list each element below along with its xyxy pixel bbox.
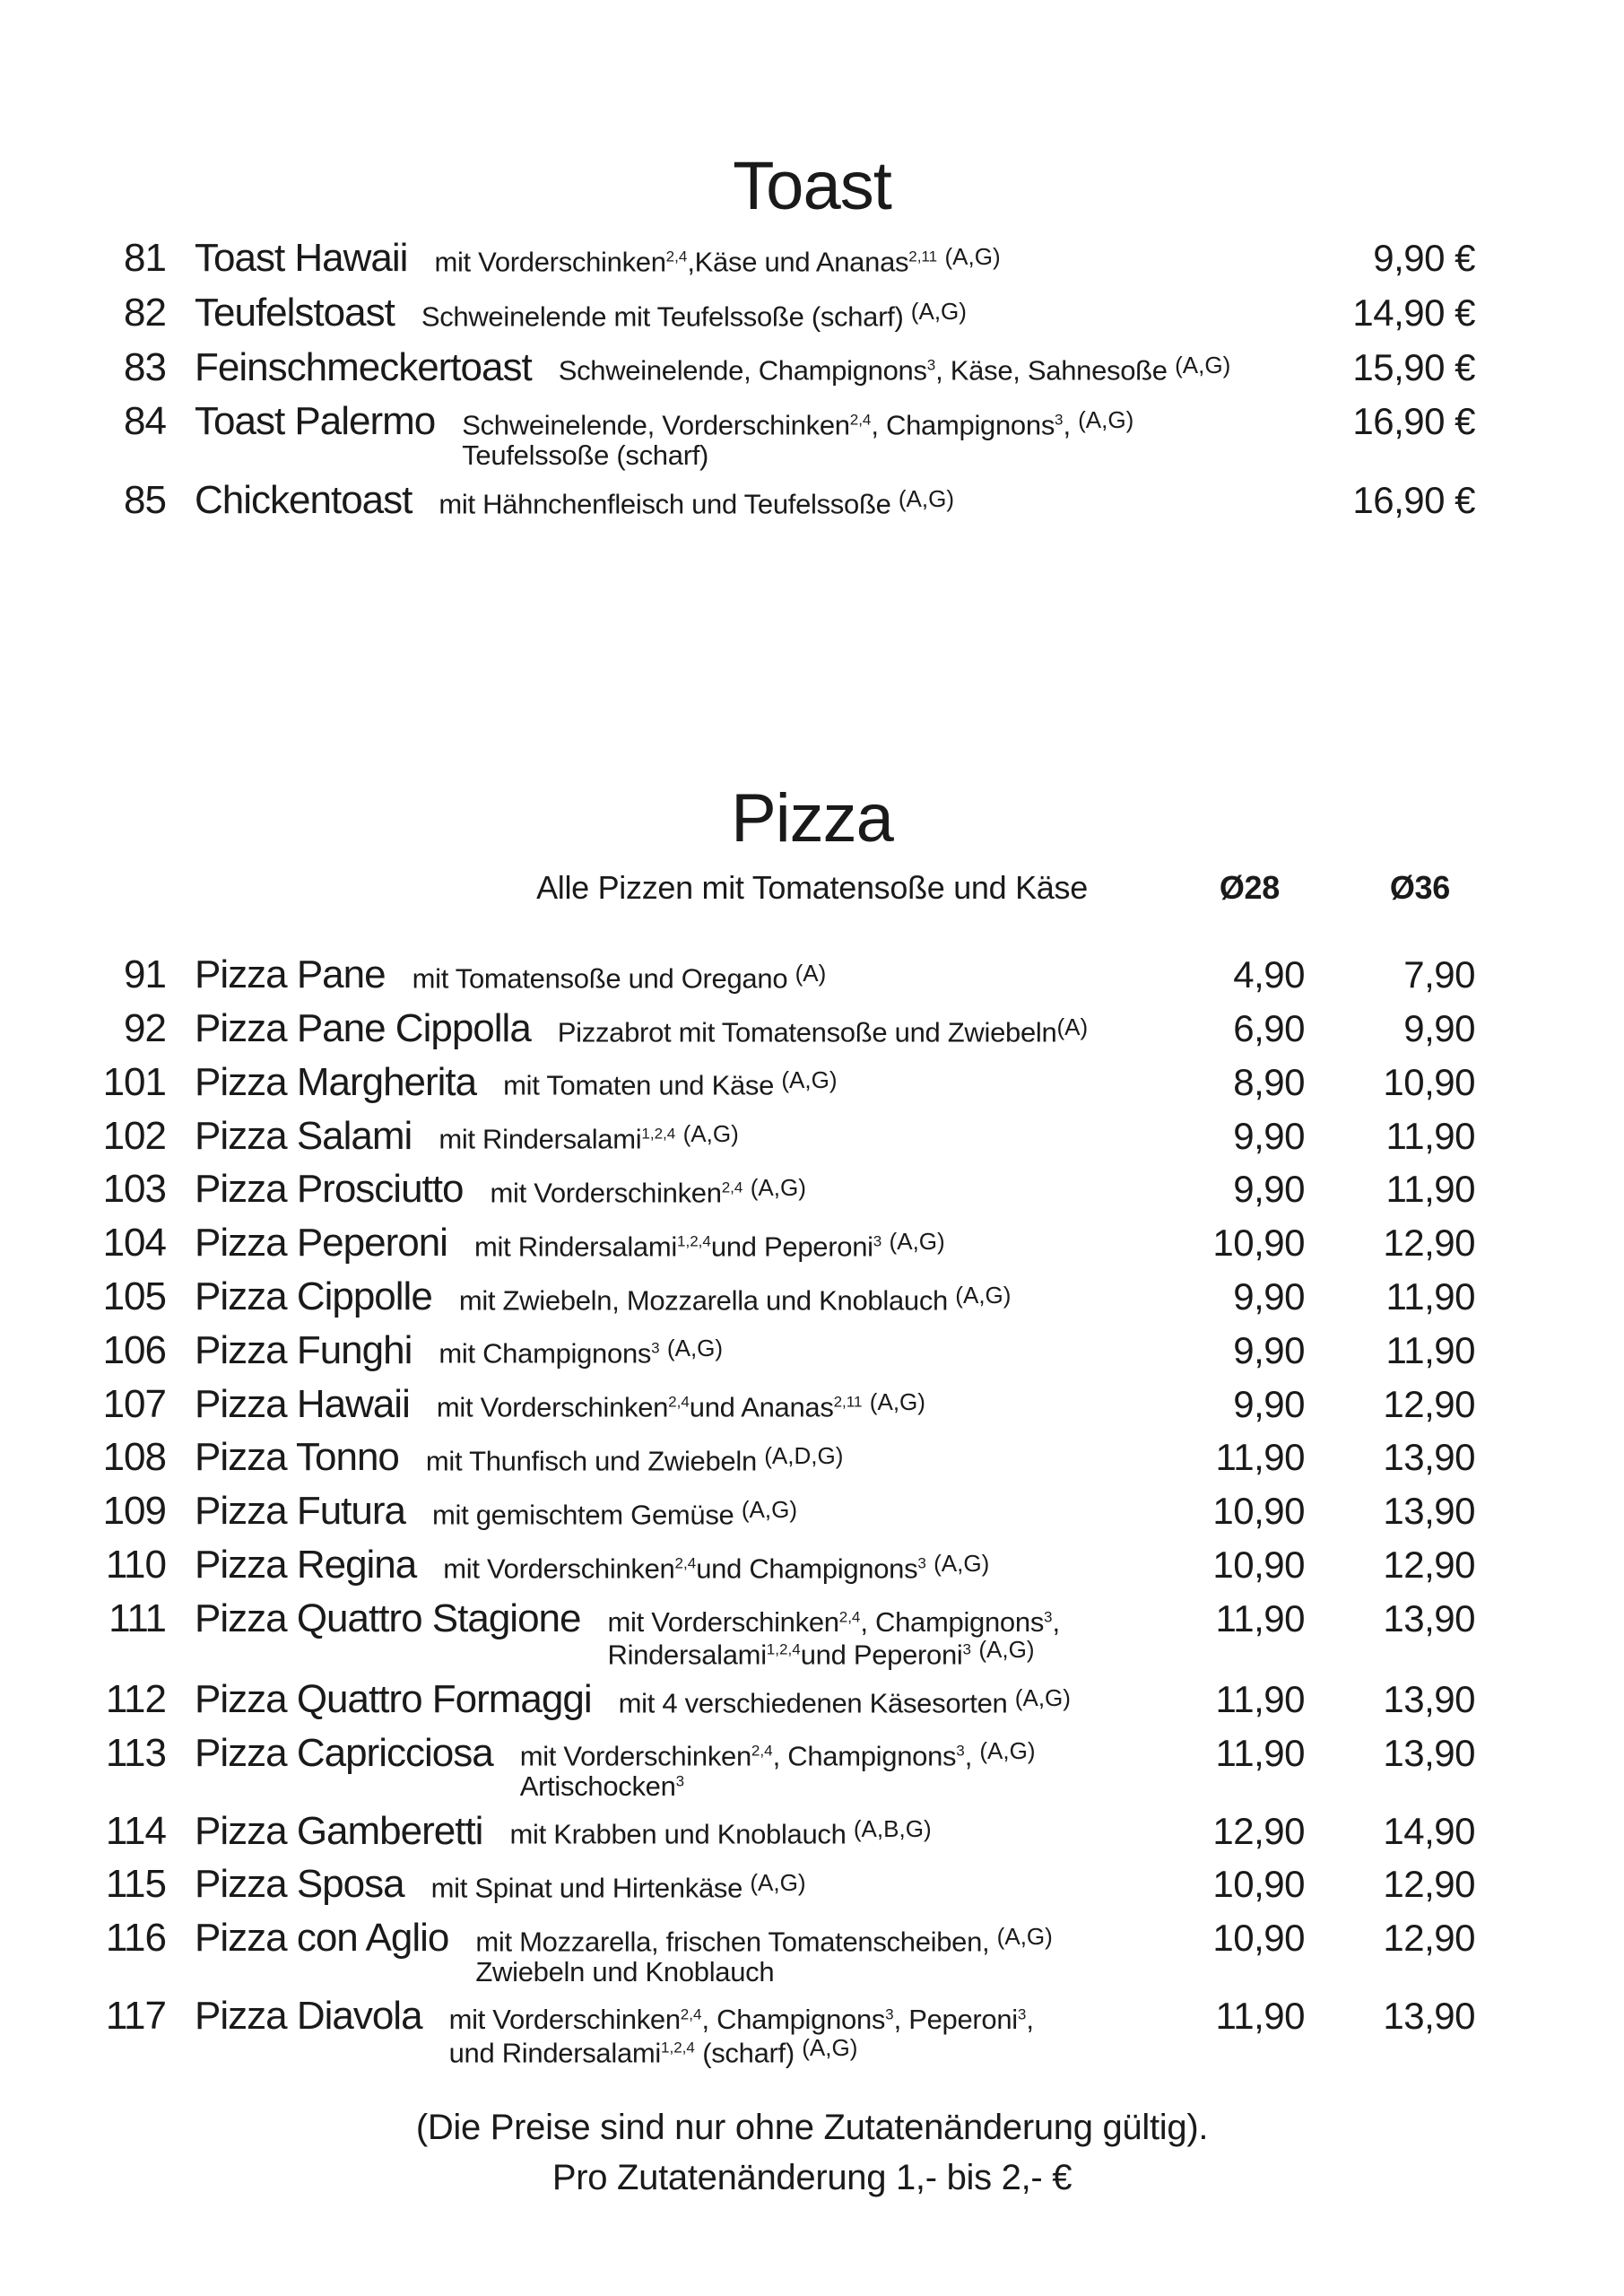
item-body — [195, 1808, 1139, 1856]
menu-item-row — [0, 1542, 1475, 1589]
superscript: 1,2,4 — [641, 1125, 676, 1143]
item-price-36: 13,90 — [1383, 1436, 1475, 1479]
allergen-code: (A,G) — [869, 1388, 925, 1416]
item-number: 109 — [102, 1489, 166, 1534]
item-descriptions — [559, 352, 1327, 386]
item-price-28: 9,90 — [1233, 1382, 1305, 1425]
item-number: 113 — [105, 1730, 166, 1775]
size-header-28: Ø28 — [1219, 869, 1280, 907]
allergen-code: (A,G) — [955, 1281, 1012, 1309]
item-body — [195, 1434, 1139, 1482]
item-descriptions — [503, 1067, 1139, 1100]
item-price: 9,90 € — [1373, 237, 1475, 279]
item-description-line2: Teufelssoße (scharf) — [462, 439, 709, 471]
item-descriptions — [462, 407, 1327, 470]
menu-item-row — [0, 235, 1475, 283]
item-description: Schweinelende mit Teufelssoße (scharf) $^{(A,G)}$ — [421, 297, 967, 332]
item-price: 15,90 € — [1352, 345, 1475, 388]
allergen-code: (A,G) — [682, 1120, 739, 1148]
item-price: 16,90 € — [1352, 400, 1475, 443]
allergen-code: (A,G) — [741, 1495, 798, 1523]
allergen-code: (A) — [795, 959, 827, 987]
item-name: Pizza Diavola — [195, 1994, 422, 2039]
superscript: 3 — [675, 1772, 685, 1790]
allergen-code: (A,G) — [944, 242, 1001, 270]
allergen-code: (A,G) — [1078, 406, 1134, 434]
superscript: 2,4 — [751, 1743, 773, 1761]
item-descriptions — [474, 1229, 1139, 1262]
item-number: 82 — [124, 290, 166, 335]
item-body — [195, 1596, 1139, 1670]
item-description: Schweinelende, Champignons$^3$, Käse, Sahnesoße $^{(A,G)}$ — [558, 352, 1231, 387]
item-name: Pizza Funghi — [195, 1327, 413, 1372]
item-descriptions — [509, 1816, 1139, 1849]
item-price-36: 12,90 — [1383, 1917, 1475, 1960]
item-number: 117 — [105, 1994, 166, 2039]
item-description-line2: Artischocken$^3$ — [519, 1770, 685, 1803]
item-price-36: 12,90 — [1383, 1222, 1475, 1265]
menu-item-row — [0, 477, 1475, 525]
menu-item-row — [0, 1220, 1475, 1267]
allergen-code: (A,G) — [889, 1227, 945, 1255]
item-name: Pizza Futura — [195, 1489, 405, 1534]
item-descriptions — [431, 1870, 1139, 1903]
superscript: 2,4 — [668, 1393, 690, 1411]
menu-item-row — [0, 1808, 1475, 1856]
superscript: 3 — [962, 1640, 971, 1658]
item-price-36: 12,90 — [1383, 1382, 1475, 1425]
allergen-code: (A,G) — [1175, 352, 1231, 379]
item-description: mit Vorderschinken$^{2,4}$, Champignons$^3$, — [607, 1605, 1060, 1638]
item-name: Pizza Cippolle — [195, 1274, 432, 1318]
allergen-code: (A) — [1056, 1013, 1089, 1040]
item-body — [195, 1861, 1139, 1909]
item-description: mit Rindersalami$^{1,2,4}$und Peperoni$^3$ $^{(A,G)}$ — [473, 1227, 945, 1263]
pizza-section — [0, 780, 1624, 2068]
item-body — [195, 1381, 1139, 1429]
item-name: Toast Palermo — [195, 399, 436, 444]
item-description: mit Vorderschinken$^{2,4}$, Champignons$^3$, $^{(A,G)}$ — [519, 1737, 1036, 1772]
superscript: 2,11 — [908, 248, 938, 265]
item-name: Pizza con Aglio — [195, 1916, 449, 1961]
item-name: Toast Hawaii — [195, 236, 408, 280]
item-number: 105 — [102, 1274, 166, 1318]
item-body — [195, 1730, 1139, 1802]
item-number: 116 — [105, 1916, 166, 1961]
menu-item-row — [0, 1861, 1475, 1909]
item-price-28: 9,90 — [1233, 1168, 1305, 1211]
menu-item-row — [0, 290, 1475, 337]
superscript: 3 — [926, 357, 936, 375]
allergen-code: (A,D,G) — [764, 1442, 844, 1470]
item-number: 103 — [102, 1167, 166, 1212]
item-price-36: 12,90 — [1383, 1543, 1475, 1586]
menu-item-row — [0, 1915, 1475, 1987]
allergen-code: (A,B,G) — [853, 1815, 932, 1843]
item-number: 108 — [102, 1435, 166, 1480]
item-price-28: 11,90 — [1215, 1436, 1305, 1479]
allergen-code: (A,G) — [898, 485, 955, 513]
menu-item-row — [0, 1166, 1475, 1213]
superscript: 3 — [956, 1743, 965, 1761]
superscript: 2,4 — [721, 1178, 743, 1196]
item-description: mit Vorderschinken$^{2,4}$und Ananas$^{2,11}$ $^{(A,G)}$ — [436, 1388, 925, 1423]
item-name: Pizza Prosciutto — [195, 1167, 464, 1212]
toast-section-title: Toast — [733, 148, 891, 224]
item-price: 14,90 € — [1352, 291, 1475, 334]
menu-item-row — [0, 1676, 1475, 1724]
menu-item-row — [0, 1113, 1475, 1161]
item-descriptions — [520, 1738, 1139, 1801]
item-price-28: 8,90 — [1233, 1060, 1305, 1103]
superscript: 3 — [873, 1232, 882, 1250]
superscript: 2,4 — [674, 1554, 697, 1572]
menu-item-row — [0, 1059, 1475, 1107]
item-body — [195, 1005, 1139, 1053]
item-descriptions — [437, 1389, 1139, 1422]
item-descriptions — [475, 1924, 1139, 1987]
item-body — [195, 344, 1327, 392]
item-name: Feinschmeckertoast — [195, 344, 532, 389]
item-body — [195, 1676, 1139, 1724]
item-price-28: 12,90 — [1212, 1809, 1305, 1852]
item-descriptions — [490, 1175, 1139, 1208]
item-descriptions — [439, 1335, 1139, 1369]
item-name: Pizza Peperoni — [195, 1221, 447, 1265]
superscript: 3 — [917, 1554, 926, 1572]
menu-item-row — [0, 1005, 1475, 1053]
item-price-36: 13,90 — [1383, 1731, 1475, 1774]
item-descriptions — [558, 1014, 1139, 1048]
allergen-code: (A,G) — [750, 1174, 806, 1202]
allergen-code: (A,G) — [978, 1636, 1035, 1664]
item-description: mit Thunfisch und Zwiebeln $^{(A,D,G)}$ — [425, 1442, 844, 1477]
item-description: mit Tomatensoße und Oregano $^{(A)}$ — [412, 959, 827, 995]
item-description: mit Zwiebeln, Mozzarella und Knoblauch $^{(A,G)}$ — [458, 1281, 1012, 1316]
item-price-36: 12,90 — [1383, 1863, 1475, 1906]
item-price-28: 10,90 — [1212, 1490, 1305, 1533]
item-body — [195, 398, 1327, 470]
superscript: 2,4 — [838, 1608, 861, 1626]
superscript: 2,4 — [680, 2005, 702, 2023]
item-description: mit Mozzarella, frischen Tomatenscheiben, $^{(A,G)}$ — [475, 1922, 1053, 1958]
item-price-36: 13,90 — [1383, 1677, 1475, 1720]
item-price-28: 10,90 — [1212, 1917, 1305, 1960]
price-notice-line-2: Pro Zutatenänderung 1,- bis 2,- € — [551, 2157, 1073, 2197]
pizza-items-list — [0, 952, 1624, 2067]
menu-item-row — [0, 1488, 1475, 1535]
menu-item-row — [0, 1274, 1475, 1321]
item-number: 84 — [124, 399, 166, 444]
item-name: Pizza Pane Cippolla — [195, 1005, 531, 1050]
item-price-36: 11,90 — [1385, 1114, 1475, 1157]
menu-item-row — [0, 1730, 1475, 1802]
item-price-28: 11,90 — [1215, 1731, 1305, 1774]
item-description: mit Rindersalami$^{1,2,4}$ $^{(A,G)}$ — [439, 1120, 739, 1155]
superscript: 2,4 — [849, 411, 872, 429]
item-body — [195, 1915, 1139, 1987]
item-name: Pizza Gamberetti — [195, 1808, 483, 1853]
item-body — [195, 1274, 1139, 1321]
item-descriptions — [619, 1685, 1139, 1718]
item-descriptions — [459, 1283, 1139, 1316]
item-name: Pizza Regina — [195, 1542, 417, 1587]
item-body — [195, 1542, 1139, 1589]
item-name: Chickentoast — [195, 478, 413, 523]
item-descriptions — [413, 961, 1139, 994]
item-number: 114 — [105, 1808, 166, 1853]
item-body — [195, 1993, 1139, 2067]
superscript: 3 — [1044, 1608, 1053, 1626]
allergen-code: (A,G) — [910, 297, 967, 325]
item-number: 104 — [102, 1221, 166, 1265]
price-notice-line-1: (Die Preise sind nur ohne Zutatenänderung gültig). — [415, 2108, 1209, 2148]
item-price-28: 4,90 — [1233, 953, 1305, 996]
item-name: Pizza Tonno — [195, 1435, 399, 1480]
item-description: mit Vorderschinken$^{2,4}$und Champignons$^3$ $^{(A,G)}$ — [443, 1549, 990, 1584]
item-name: Pizza Sposa — [195, 1862, 404, 1907]
item-number: 85 — [124, 478, 166, 523]
item-price-36: 13,90 — [1383, 1995, 1475, 2038]
menu-item-row — [0, 1993, 1475, 2067]
item-price-28: 10,90 — [1212, 1863, 1305, 1906]
item-description-line2: und Rindersalami$^{1,2,4}$ (scharf) $^{(A,G)}$ — [448, 2033, 858, 2068]
item-price-28: 9,90 — [1233, 1328, 1305, 1371]
item-price-28: 11,90 — [1215, 1995, 1305, 2038]
item-descriptions — [439, 1121, 1139, 1154]
superscript: 2,4 — [665, 248, 688, 265]
item-descriptions — [449, 2005, 1139, 2067]
item-price-36: 13,90 — [1383, 1596, 1475, 1639]
item-price-28: 10,90 — [1212, 1222, 1305, 1265]
menu-item-row — [0, 398, 1475, 470]
item-number: 107 — [102, 1381, 166, 1426]
item-name: Pizza Salami — [195, 1113, 413, 1158]
item-number: 102 — [102, 1113, 166, 1158]
menu-item-row — [0, 344, 1475, 392]
allergen-code: (A,G) — [802, 2033, 858, 2061]
pizza-subtitle: Alle Pizzen mit Tomatensoße und Käse — [536, 869, 1088, 907]
item-price: 16,90 € — [1352, 479, 1475, 522]
item-body — [195, 1113, 1139, 1161]
item-description: mit Tomaten und Käse $^{(A,G)}$ — [503, 1066, 838, 1101]
item-body — [195, 952, 1139, 999]
item-number: 115 — [105, 1862, 166, 1907]
item-number: 111 — [109, 1596, 166, 1640]
item-price-36: 9,90 — [1403, 1006, 1475, 1049]
item-price-36: 11,90 — [1385, 1328, 1475, 1371]
item-description-line2: Zwiebeln und Knoblauch — [475, 1955, 775, 1987]
item-price-28: 6,90 — [1233, 1006, 1305, 1049]
menu-item-row — [0, 1327, 1475, 1375]
item-body — [195, 235, 1327, 283]
item-price-28: 10,90 — [1212, 1543, 1305, 1586]
item-body — [195, 1220, 1139, 1267]
toast-items-list — [0, 235, 1624, 525]
item-name: Pizza Margherita — [195, 1059, 477, 1104]
allergen-code: (A,G) — [996, 1922, 1053, 1950]
superscript: 2,11 — [833, 1393, 863, 1411]
item-description: mit Vorderschinken$^{2,4}$,Käse und Ananas$^{2,11}$ $^{(A,G)}$ — [434, 242, 1001, 277]
item-number: 112 — [105, 1676, 166, 1721]
allergen-code: (A,G) — [781, 1066, 838, 1094]
item-body — [195, 477, 1327, 525]
item-price-36: 13,90 — [1383, 1490, 1475, 1533]
item-number: 110 — [105, 1542, 166, 1587]
superscript: 3 — [651, 1340, 660, 1358]
menu-item-row — [0, 952, 1475, 999]
item-price-28: 9,90 — [1233, 1114, 1305, 1157]
item-descriptions — [432, 1497, 1139, 1530]
item-price-36: 11,90 — [1385, 1274, 1475, 1318]
item-descriptions — [434, 244, 1327, 277]
item-number: 106 — [102, 1327, 166, 1372]
item-number: 101 — [102, 1059, 166, 1104]
size-header-36: Ø36 — [1389, 869, 1450, 907]
item-number: 92 — [124, 1005, 166, 1050]
item-name: Pizza Hawaii — [195, 1381, 410, 1426]
superscript: 3 — [885, 2005, 894, 2023]
item-name: Teufelstoast — [195, 290, 395, 335]
item-name: Pizza Capricciosa — [195, 1730, 493, 1775]
allergen-code: (A,G) — [750, 1869, 806, 1897]
allergen-code: (A,G) — [666, 1335, 724, 1362]
superscript: 3 — [1017, 2005, 1027, 2023]
menu-item-row — [0, 1434, 1475, 1482]
item-body — [195, 290, 1327, 337]
item-descriptions — [439, 486, 1327, 519]
superscript: 3 — [1055, 411, 1064, 429]
item-name: Pizza Quattro Formaggi — [195, 1676, 592, 1721]
item-price-36: 10,90 — [1383, 1060, 1475, 1103]
item-body — [195, 1166, 1139, 1213]
item-description: Schweinelende, Vorderschinken$^{2,4}$, Champignons$^3$, $^{(A,G)}$ — [462, 406, 1134, 441]
item-price-36: 7,90 — [1403, 953, 1475, 996]
item-descriptions — [607, 1607, 1139, 1670]
superscript: 1,2,4 — [766, 1640, 801, 1658]
allergen-code: (A,G) — [934, 1549, 990, 1577]
menu-item-row — [0, 1596, 1475, 1670]
item-description: mit 4 verschiedenen Käsesorten $^{(A,G)}$ — [618, 1683, 1071, 1718]
item-price-28: 9,90 — [1233, 1274, 1305, 1318]
item-description-line2: Rindersalami$^{1,2,4}$und Peperoni$^3$ $^{(A,G)}$ — [607, 1636, 1035, 1671]
item-body — [195, 1327, 1139, 1375]
item-description: mit Hähnchenfleisch und Teufelssoße $^{(A,G)}$ — [439, 485, 955, 520]
allergen-code: (A,G) — [1014, 1683, 1071, 1711]
superscript: 1,2,4 — [677, 1232, 711, 1250]
item-descriptions — [443, 1551, 1139, 1584]
item-price-28: 11,90 — [1215, 1677, 1305, 1720]
item-description: mit Spinat und Hirtenkäse $^{(A,G)}$ — [430, 1869, 806, 1904]
item-descriptions — [421, 299, 1327, 332]
item-name: Pizza Pane — [195, 952, 386, 997]
price-notice — [0, 2103, 1624, 2202]
item-description: Pizzabrot mit Tomatensoße und Zwiebeln$^{(A)}$ — [557, 1013, 1089, 1048]
item-description: mit Vorderschinken$^{2,4}$, Champignons$^3$, Peperoni$^3$, — [448, 2004, 1034, 2036]
item-descriptions — [426, 1443, 1139, 1476]
item-price-36: 11,90 — [1385, 1168, 1475, 1211]
item-number: 81 — [124, 236, 166, 280]
item-description: mit Champignons$^3$ $^{(A,G)}$ — [439, 1335, 724, 1370]
item-number: 91 — [124, 952, 166, 997]
menu-item-row — [0, 1381, 1475, 1429]
item-price-36: 14,90 — [1383, 1809, 1475, 1852]
item-body — [195, 1059, 1139, 1107]
item-body — [195, 1488, 1139, 1535]
item-description: mit Krabben und Knoblauch $^{(A,B,G)}$ — [509, 1815, 932, 1850]
pizza-subtitle-row — [0, 869, 1624, 910]
item-description: mit gemischtem Gemüse $^{(A,G)}$ — [431, 1495, 798, 1531]
allergen-code: (A,G) — [979, 1737, 1036, 1765]
superscript: 1,2,4 — [661, 2039, 695, 2057]
item-price-28: 11,90 — [1215, 1596, 1305, 1639]
item-number: 83 — [124, 344, 166, 389]
toast-section — [0, 0, 1624, 525]
item-name: Pizza Quattro Stagione — [195, 1596, 581, 1640]
pizza-section-title: Pizza — [731, 780, 893, 857]
item-description: mit Vorderschinken$^{2,4}$ $^{(A,G)}$ — [490, 1174, 806, 1209]
